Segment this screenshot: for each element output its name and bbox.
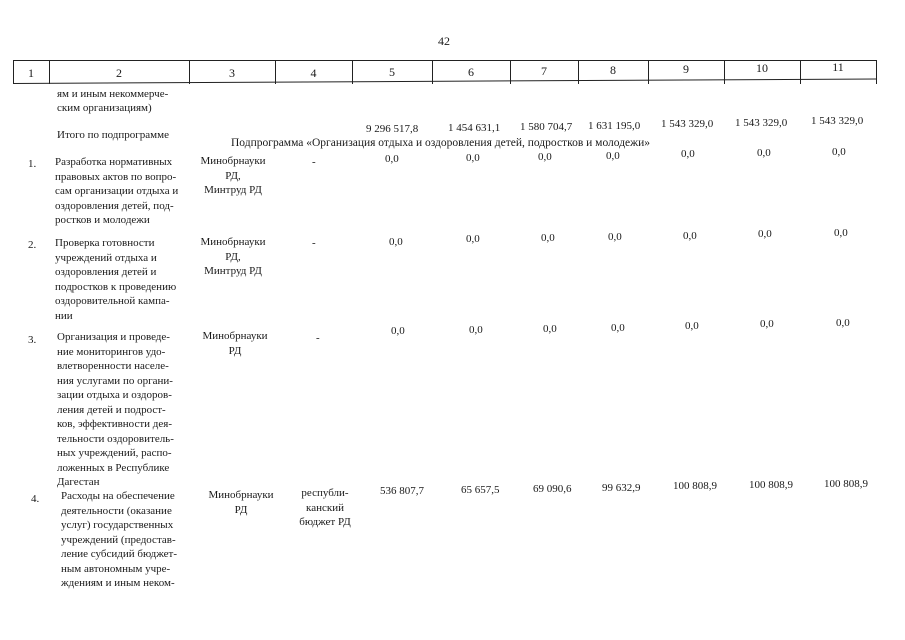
row-value: 0,0 bbox=[683, 230, 697, 242]
row-source: - bbox=[312, 237, 316, 249]
row-value: 0,0 bbox=[685, 320, 699, 332]
row-executor: Минобрнауки РД, Минтруд РД bbox=[200, 236, 266, 277]
column-header: 8 bbox=[610, 63, 616, 77]
row-executor: Минобрнауки РД bbox=[208, 489, 274, 516]
column-header: 6 bbox=[468, 65, 474, 79]
row-value: 0,0 bbox=[681, 148, 695, 160]
row-value: 0,0 bbox=[757, 147, 771, 159]
row-name: Расходы на обеспечение деятельности (оказание услуг) государственных учреждений (предостав- ление субсидий бюджет- ным автономным учре- ждениям и иным неком- bbox=[61, 490, 178, 589]
row-name: Проверка готовности учреждений отдыха и оздоровления детей и подростков к проведению оздоровительной кампа- нии bbox=[55, 237, 177, 322]
subtotal-value: 1 580 704,7 bbox=[520, 121, 573, 133]
column-header: 2 bbox=[116, 66, 122, 80]
row-value: 0,0 bbox=[606, 150, 620, 162]
row-value: 100 808,9 bbox=[824, 478, 868, 490]
row-value: 65 657,5 bbox=[461, 484, 500, 496]
subtotal-value: 9 296 517,8 bbox=[366, 123, 419, 135]
row-value: 0,0 bbox=[391, 325, 405, 337]
row-value: 0,0 bbox=[541, 232, 555, 244]
column-header: 11 bbox=[832, 60, 844, 74]
row-value: 0,0 bbox=[758, 228, 772, 240]
row-value: 0,0 bbox=[832, 146, 846, 158]
subtotal-value: 1 543 329,0 bbox=[811, 115, 864, 127]
subtotal-value: 1 543 329,0 bbox=[661, 118, 714, 130]
row-value: 0,0 bbox=[385, 153, 399, 165]
column-header: 3 bbox=[229, 66, 235, 80]
subtotal-value: 1 631 195,0 bbox=[588, 120, 641, 132]
row-value: 99 632,9 bbox=[602, 482, 641, 494]
continuation-line: ям и иным некоммерче- bbox=[57, 88, 169, 100]
row-value: 0,0 bbox=[836, 317, 850, 329]
row-value: 0,0 bbox=[538, 151, 552, 163]
row-value: 100 808,9 bbox=[749, 479, 793, 491]
subtotal-value: 1 543 329,0 bbox=[735, 117, 788, 129]
subtotal-value: 1 454 631,1 bbox=[448, 122, 501, 134]
row-value: 0,0 bbox=[389, 236, 403, 248]
row-value: 100 808,9 bbox=[673, 480, 717, 492]
row-value: 0,0 bbox=[760, 318, 774, 330]
row-name: Разработка нормативных правовых актов по вопро- сам организации отдыха и оздоровления детей, под- ростков и молодежи bbox=[55, 156, 179, 226]
column-header: 9 bbox=[683, 62, 689, 76]
row-executor: Минобрнауки РД, Минтруд РД bbox=[200, 155, 266, 196]
row-number: 1. bbox=[28, 158, 37, 170]
row-value: 0,0 bbox=[608, 231, 622, 243]
row-number: 2. bbox=[28, 239, 37, 251]
row-value: 536 807,7 bbox=[380, 485, 424, 497]
subprogram-title: Подпрограмма «Организация отдыха и оздоровления детей, подростков и молодежи» bbox=[231, 137, 651, 149]
row-number: 3. bbox=[28, 334, 37, 346]
row-executor: Минобрнауки РД bbox=[202, 330, 268, 357]
row-value: 0,0 bbox=[466, 152, 480, 164]
page-number: 42 bbox=[438, 34, 450, 48]
row-value: 69 090,6 bbox=[533, 483, 572, 495]
row-source: - bbox=[312, 156, 316, 168]
row-value: 0,0 bbox=[466, 233, 480, 245]
column-header: 5 bbox=[389, 65, 395, 79]
column-header: 1 bbox=[28, 66, 34, 80]
row-number: 4. bbox=[31, 493, 40, 505]
row-source: республи- канский бюджет РД bbox=[299, 487, 351, 528]
row-value: 0,0 bbox=[543, 323, 557, 335]
column-header: 7 bbox=[541, 64, 547, 78]
subtotal-label: Итого по подпрограмме bbox=[57, 129, 169, 141]
row-source: - bbox=[316, 332, 320, 344]
continuation-line: ским организациям) bbox=[57, 102, 152, 114]
column-header: 4 bbox=[310, 66, 317, 80]
row-name: Организация и проведе- ние мониторингов удо- влетворенности населе- ния услугами по органи- зации отдыха и оздоров- ления детей и подрост- ков, эффективности дея- тельности оздоровитель- ных учреждений, распо- ложенных в Республике Дагестан bbox=[57, 331, 174, 488]
row-value: 0,0 bbox=[834, 227, 848, 239]
column-header: 10 bbox=[756, 61, 768, 75]
row-value: 0,0 bbox=[611, 322, 625, 334]
row-value: 0,0 bbox=[469, 324, 483, 336]
